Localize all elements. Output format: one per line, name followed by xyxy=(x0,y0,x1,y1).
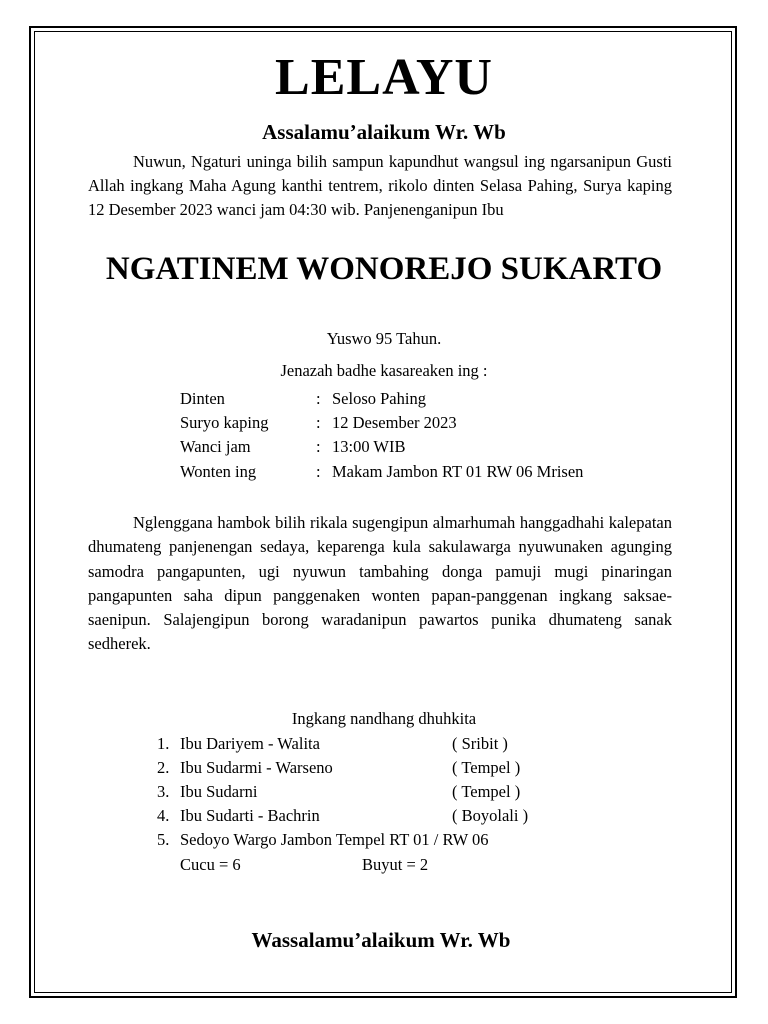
detail-value-date: 12 Desember 2023 xyxy=(332,413,457,432)
family-member-name: Sedoyo Wargo Jambon Tempel RT 01 / RW 06 xyxy=(180,830,489,849)
family-member-place: ( Tempel ) xyxy=(452,758,521,777)
family-member-place: ( Tempel ) xyxy=(452,782,521,801)
family-member-name: Ibu Sudarni xyxy=(180,782,258,801)
detail-label-place: Wonten ing xyxy=(180,462,257,481)
detail-value-time: 13:00 WIB xyxy=(332,437,406,456)
detail-label-day: Dinten xyxy=(180,389,225,408)
detail-colon: : xyxy=(316,437,321,456)
detail-label-date: Suryo kaping xyxy=(180,413,269,432)
family-member-name: Ibu Dariyem - Walita xyxy=(180,734,320,753)
document-title: LELAYU xyxy=(275,49,493,106)
detail-value-place: Makam Jambon RT 01 RW 06 Mrisen xyxy=(332,462,584,481)
deceased-name: NGATINEM WONOREJO SUKARTO xyxy=(105,251,663,287)
family-member-place: ( Boyolali ) xyxy=(452,806,529,825)
family-member-name: Ibu Sudarti - Bachrin xyxy=(180,806,320,825)
opening-paragraph: Nuwun, Ngaturi uninga bilih sampun kapundhut wangsul ing ngarsanipun Gusti Allah ingkang Maha Agung kanthi tentrem, rikolo dinten Selasa Pahing, Surya kaping 12 Desember 2023 wanci jam 04:30 wib. Panjenenganipun Ibu xyxy=(88,152,672,219)
deceased-age: Yuswo 95 Tahun. xyxy=(326,329,442,348)
family-member-name: Ibu Sudarmi - Warseno xyxy=(180,758,333,777)
list-number: 4. xyxy=(157,806,170,825)
grandchildren-count: Cucu = 6 xyxy=(180,855,241,874)
detail-colon: : xyxy=(316,413,321,432)
family-member-place: ( Sribit ) xyxy=(452,734,508,753)
apology-paragraph: Nglenggana hambok bilih rikala sugengipun almarhumah hanggadhahi kalepatan dhumateng panjenengan sedaya, keparenga kula sakulawarga nyuwunaken agunging samodra pangapunten, ugi nyuwun tambahing donga pamuji mugi pinaringan pangapunten saha dipun panggenaken wonten papan-panggenan ingkang saksae-saenipun. Salajengipun borong waradanipun pawartos punika dhumateng sanak sedherek. xyxy=(88,513,672,654)
list-number: 5. xyxy=(157,830,170,849)
detail-colon: : xyxy=(316,389,321,408)
closing-greeting: Wassalamu’alaikum Wr. Wb xyxy=(251,928,511,952)
family-heading: Ingkang nandhang dhuhkita xyxy=(291,709,477,728)
list-number: 3. xyxy=(157,782,170,801)
great-grandchildren-count: Buyut = 2 xyxy=(362,855,429,874)
detail-value-day: Seloso Pahing xyxy=(332,389,426,408)
detail-colon: : xyxy=(316,462,321,481)
greeting: Assalamu’alaikum Wr. Wb xyxy=(262,120,506,144)
list-number: 2. xyxy=(157,758,170,777)
funeral-intro: Jenazah badhe kasareaken ing : xyxy=(280,361,488,380)
detail-label-time: Wanci jam xyxy=(180,437,251,456)
list-number: 1. xyxy=(157,734,170,753)
